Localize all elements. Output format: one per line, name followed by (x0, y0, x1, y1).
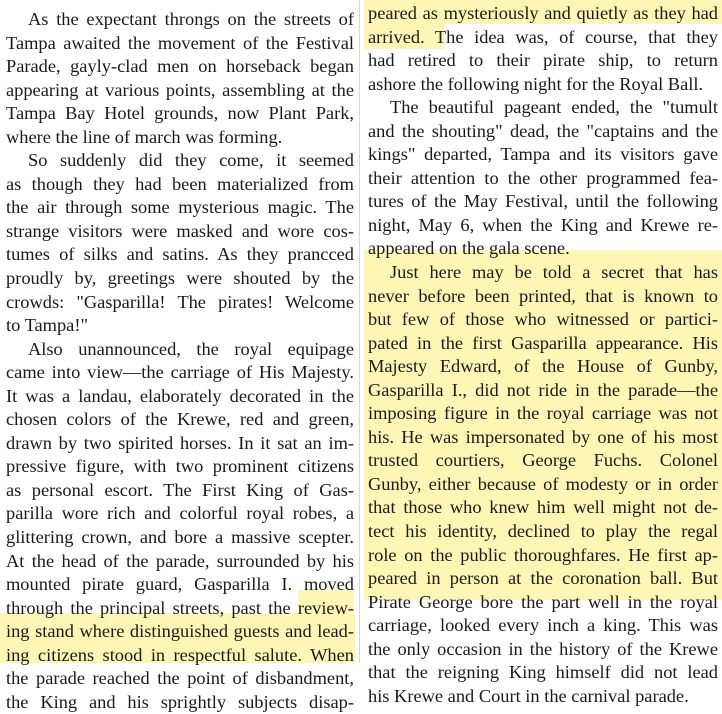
text-line: ing citizens stood in respectful salute. When (6, 644, 354, 665)
text-line: Tampa awaited the movement of the Festival (6, 32, 354, 53)
text-line: Just here may be told a secret that has (390, 262, 718, 283)
right-column (368, 2, 718, 708)
text-line: ashore the following night for the Royal Ball. (368, 73, 704, 94)
text-line: arrived. The idea was, of course, that they (368, 26, 718, 47)
text-line: that the reigning King himself did not lead (368, 662, 718, 683)
text-line: glittering crown, and bore a massive scepter. (6, 527, 354, 548)
paragraph-left-3 (6, 338, 354, 714)
text-line: through the principal streets, past the review- (6, 597, 354, 618)
text-line: their attention to the other programmed fea- (368, 167, 718, 188)
text-line: As the expectant throngs on the streets of (28, 9, 354, 29)
text-line: proudly by, greetings were shouted by the (6, 268, 354, 289)
text-line: as though they had been materialized from (6, 173, 354, 194)
text-line: as personal escort. The First King of Gas- (6, 479, 354, 500)
text-line: the parade reached the point of disbandment, (6, 668, 354, 689)
text-line: the King and his sprightly subjects disap- (6, 691, 354, 712)
text-line: peared as mysteriously and quietly as they had (368, 3, 718, 23)
text-line: and the shouting" dead, the "captains and the (368, 120, 718, 141)
text-line: pressive figure, with two prominent citizens (6, 456, 354, 477)
text-line: tures of the May Festival, until the following (368, 191, 718, 212)
text-line: Pirate George bore the part well in the royal (368, 591, 718, 612)
text-line: came into view—the carriage of His Majesty. (6, 362, 354, 383)
text-line: the air through some mysterious magic. The (6, 197, 354, 218)
text-line: but few of those who witnessed or partici- (368, 309, 718, 330)
text-line: tect his identity, declined to play the regal (368, 521, 718, 542)
text-line: ing stand where distinguished guests and lead- (6, 621, 354, 642)
text-line: drawn by two spirited horses. In it sat an im- (6, 432, 354, 453)
text-line: Parade, gayly-clad men on horseback began (6, 56, 354, 77)
paragraph-right-1 (368, 2, 718, 96)
text-line: night, May 6, when the King and Krewe re- (368, 214, 718, 235)
paragraph-left-2 (6, 149, 354, 337)
text-line: appeared on the gala scene. (368, 238, 570, 259)
text-line: never before been printed, that is known to (368, 285, 718, 306)
text-line: kings" departed, Tampa and its visitors gave (368, 144, 718, 165)
text-line: At the head of the parade, surrounded by his (6, 550, 354, 571)
text-line: crowds: "Gasparilla! The pirates! Welcome (6, 291, 354, 312)
text-line: Majesty Edward, of the House of Gunby, (368, 356, 718, 377)
text-line: carriage, looked every inch a king. This was (368, 615, 718, 636)
text-line: parilla wore rich and colorful royal robes, a (6, 503, 354, 524)
text-line: Gunby, either because of modesty or in order (368, 473, 718, 494)
left-column (6, 8, 354, 714)
text-line: mounted pirate guard, Gasparilla I. moved (6, 574, 354, 595)
text-line: trusted courtiers, George Fuchs. Colonel (368, 450, 718, 471)
text-line: that those who knew him well might not de- (368, 497, 718, 518)
text-line: to Tampa!" (6, 315, 88, 336)
text-line: peared in person at the coronation ball. But (368, 568, 718, 589)
text-line: The beautiful pageant ended, the "tumult (390, 97, 718, 118)
text-line: strange visitors were masked and wore cos- (6, 220, 354, 241)
text-line: his. He was impersonated by one of his most (368, 426, 718, 447)
text-line: his Krewe and Court in the carnival parade. (368, 685, 689, 706)
text-line: role on the public thoroughfares. He first ap- (368, 544, 718, 565)
paragraph-right-2 (368, 96, 718, 261)
text-line: where the line of march was forming. (6, 126, 283, 147)
text-line: appearing at various points, assembling at the (6, 79, 354, 100)
text-line: Also unannounced, the royal equipage (28, 338, 354, 359)
column-divider (359, 0, 360, 663)
text-line: imposing figure in the royal carriage was not (368, 403, 718, 424)
text-line: It was a landau, elaborately decorated in the (6, 385, 354, 406)
text-line: the only occasion in the history of the Krewe (368, 638, 718, 659)
text-line: pated in the first Gasparilla appearance. His (368, 332, 718, 353)
text-line: chosen colors of the Krewe, red and green, (6, 409, 354, 430)
text-line: Tampa Bay Hotel grounds, now Plant Park, (6, 103, 354, 124)
text-line: So suddenly did they come, it seemed (28, 150, 354, 171)
text-line: had retired to their pirate ship, to return (368, 50, 718, 71)
paragraph-left-1 (6, 8, 354, 149)
paragraph-right-3 (368, 261, 718, 708)
text-line: Gasparilla I., did not ride in the parade—the (368, 379, 718, 400)
text-line: tumes of silks and satins. As they prancced (6, 244, 354, 265)
